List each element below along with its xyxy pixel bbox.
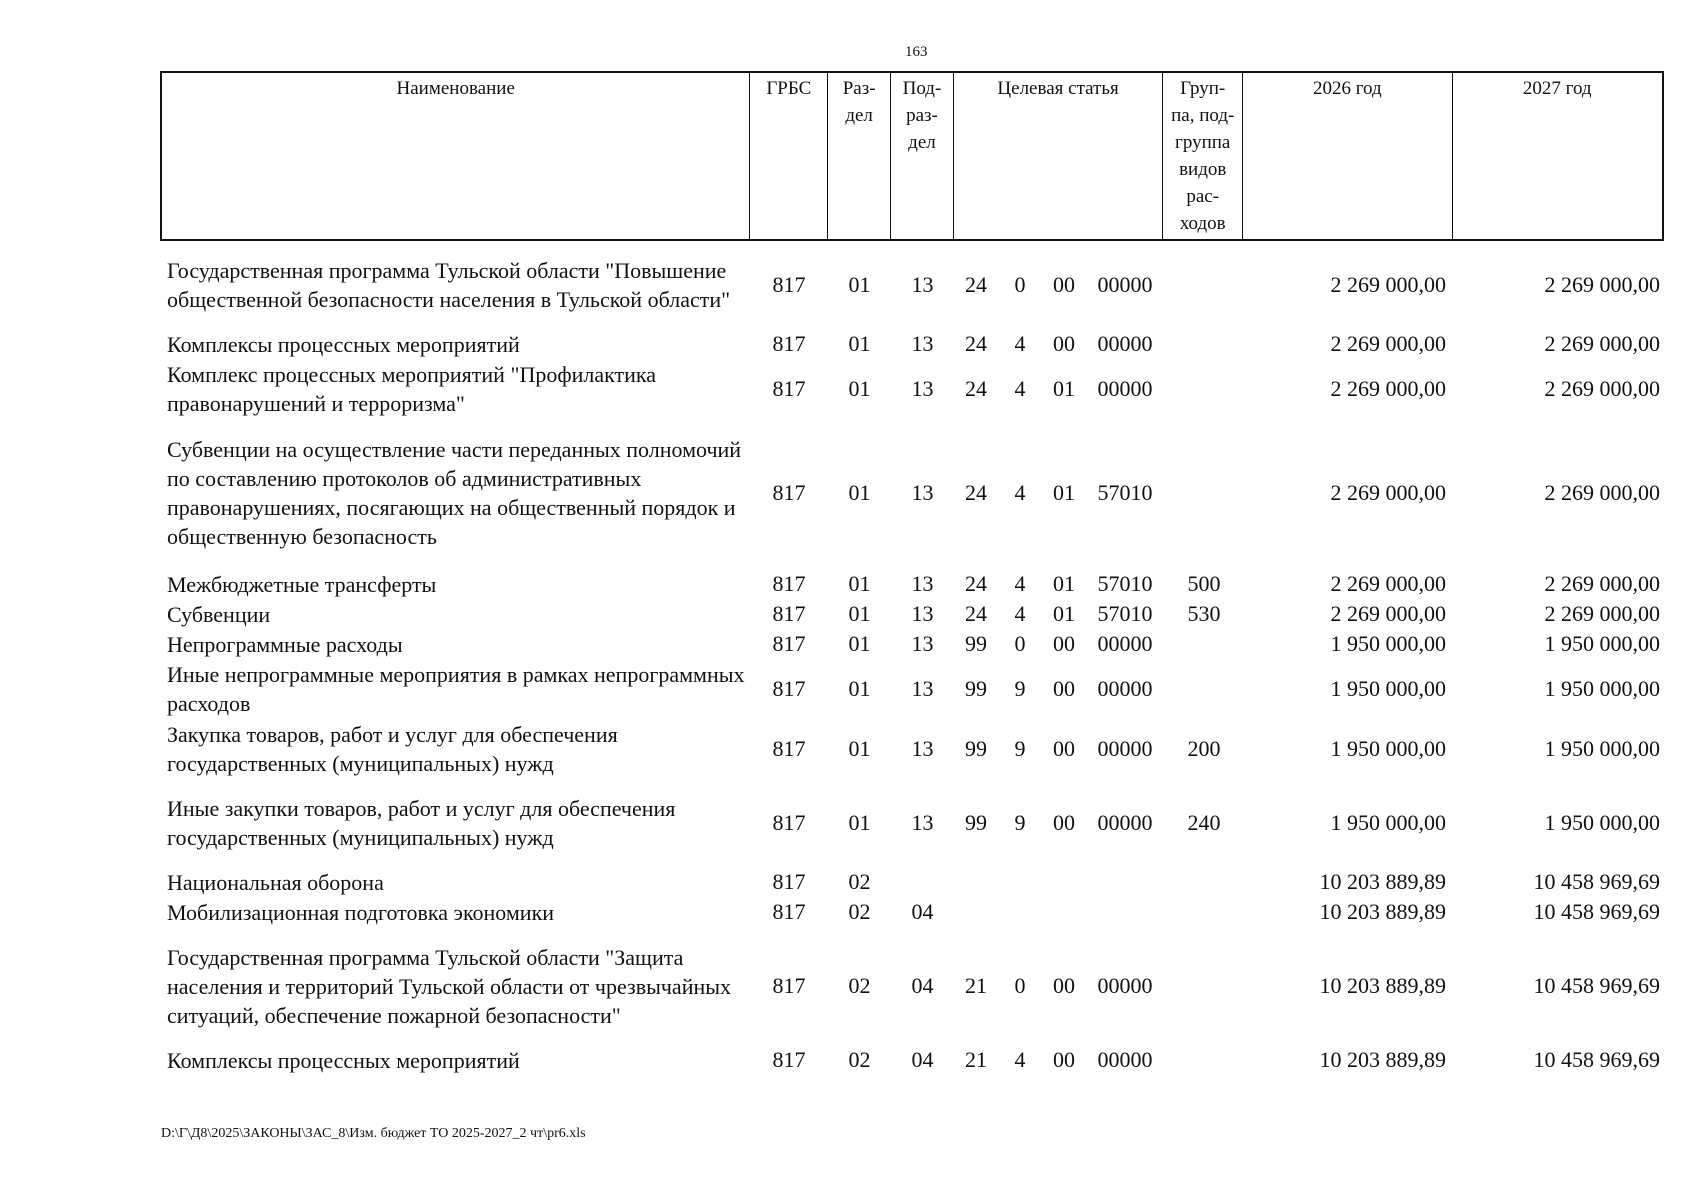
- row-expense-group: 500: [1187, 571, 1221, 596]
- row-grbs: 817: [772, 331, 806, 356]
- row-grbs: 817: [772, 973, 806, 998]
- row-grbs: 817: [772, 601, 806, 626]
- row-target-program: 21: [965, 973, 987, 998]
- row-target-structure: 01: [1053, 601, 1075, 626]
- row-name: Межбюджетные трансферты: [167, 571, 437, 597]
- row-amount-2026: 10 203 889,89: [1319, 899, 1446, 924]
- row-amount-2026: 2 269 000,00: [1330, 331, 1446, 356]
- row-target-structure: 00: [1053, 810, 1075, 835]
- row-amount-2026: 1 950 000,00: [1330, 736, 1446, 761]
- row-amount-2027: 2 269 000,00: [1544, 601, 1660, 626]
- table-row: [160, 867, 1664, 897]
- row-target-direction: 00000: [1097, 331, 1153, 356]
- row-podrazdel: 13: [911, 272, 934, 297]
- row-target-program: 24: [965, 272, 987, 297]
- row-razdel: 01: [848, 601, 871, 626]
- table-row: [160, 927, 1664, 1045]
- header-grbs: ГРБС: [750, 73, 828, 239]
- row-grbs: 817: [772, 376, 806, 401]
- row-razdel: 02: [848, 899, 871, 924]
- row-razdel: 02: [848, 973, 871, 998]
- row-amount-2027: 1 950 000,00: [1544, 736, 1660, 761]
- header-podrazdel: Под- раз- дел: [891, 73, 954, 239]
- row-amount-2026: 2 269 000,00: [1330, 376, 1446, 401]
- row-target-type: 4: [1014, 1047, 1026, 1072]
- row-target-direction: 57010: [1097, 480, 1153, 505]
- row-amount-2027: 2 269 000,00: [1544, 331, 1660, 356]
- table-row: [160, 719, 1664, 779]
- row-target-program: 21: [965, 1047, 987, 1072]
- header-expense-group: Груп- па, под- группа видов рас- ходов: [1163, 73, 1243, 239]
- row-razdel: 01: [848, 480, 871, 505]
- row-podrazdel: 04: [911, 973, 934, 998]
- row-target-program: 99: [965, 676, 987, 701]
- row-target-type: 0: [1014, 272, 1026, 297]
- row-podrazdel: 04: [911, 1047, 934, 1072]
- row-amount-2027: 10 458 969,69: [1533, 1047, 1660, 1072]
- row-target-program: 24: [965, 331, 987, 356]
- row-target-structure: 00: [1053, 331, 1075, 356]
- header-target-article: Целевая статья: [954, 73, 1163, 239]
- row-amount-2026: 2 269 000,00: [1330, 601, 1446, 626]
- row-podrazdel: 13: [911, 736, 934, 761]
- row-amount-2027: 2 269 000,00: [1544, 571, 1660, 596]
- row-razdel: 02: [848, 1047, 871, 1072]
- row-grbs: 817: [772, 480, 806, 505]
- table-row: [160, 329, 1664, 359]
- row-podrazdel: 13: [911, 810, 934, 835]
- row-target-program: 24: [965, 571, 987, 596]
- row-target-direction: 00000: [1097, 676, 1153, 701]
- row-target-type: 9: [1014, 810, 1026, 835]
- row-target-type: 0: [1014, 973, 1026, 998]
- row-target-direction: 00000: [1097, 376, 1153, 401]
- row-name: Комплексы процессных мероприятий: [167, 331, 520, 357]
- row-amount-2027: 2 269 000,00: [1544, 272, 1660, 297]
- row-razdel: 01: [848, 631, 871, 656]
- row-grbs: 817: [772, 869, 806, 894]
- row-amount-2026: 1 950 000,00: [1330, 676, 1446, 701]
- table-row: [160, 897, 1664, 927]
- row-target-program: 24: [965, 601, 987, 626]
- table-row: [160, 359, 1664, 419]
- row-target-program: 99: [965, 736, 987, 761]
- row-target-type: 0: [1014, 631, 1026, 656]
- row-name: Субвенции: [167, 601, 271, 627]
- row-target-program: 99: [965, 631, 987, 656]
- row-name: Комплексы процессных мероприятий: [167, 1047, 520, 1073]
- row-grbs: 817: [772, 272, 806, 297]
- row-amount-2026: 2 269 000,00: [1330, 272, 1446, 297]
- row-target-direction: 00000: [1097, 272, 1153, 297]
- row-target-type: 9: [1014, 676, 1026, 701]
- row-target-structure: 00: [1053, 736, 1075, 761]
- row-amount-2026: 10 203 889,89: [1319, 869, 1446, 894]
- row-podrazdel: 13: [911, 571, 934, 596]
- row-name: Субвенции на осуществление части переданных полномочий по составлению протоколов об административных правонарушениях, посягающих на общественный порядок и общественную безопасность: [167, 437, 742, 549]
- row-expense-group: 200: [1187, 736, 1221, 761]
- row-name: Государственная программа Тульской области "Защита населения и территорий Тульской области от чрезвычайных ситуаций, обеспечение пожарной безопасности": [167, 944, 732, 1028]
- table-header: [160, 71, 1664, 241]
- header-name: Наименование: [162, 73, 750, 239]
- row-name: Закупка товаров, работ и услуг для обеспечения государственных (муниципальных) нужд: [167, 722, 618, 776]
- row-amount-2026: 10 203 889,89: [1319, 1047, 1446, 1072]
- row-razdel: 01: [848, 810, 871, 835]
- row-amount-2027: 10 458 969,69: [1533, 869, 1660, 894]
- row-podrazdel: 13: [911, 631, 934, 656]
- row-target-direction: 00000: [1097, 1047, 1153, 1072]
- row-name: Непрограммные расходы: [167, 631, 403, 657]
- row-podrazdel: 13: [911, 676, 934, 701]
- row-name: Иные непрограммные мероприятия в рамках непрограммных расходов: [167, 662, 745, 716]
- row-amount-2027: 2 269 000,00: [1544, 480, 1660, 505]
- row-target-direction: 57010: [1097, 571, 1153, 596]
- row-podrazdel: 13: [911, 376, 934, 401]
- header-razdel: Раз- дел: [828, 73, 891, 239]
- table-row: [160, 431, 1664, 555]
- row-grbs: 817: [772, 631, 806, 656]
- row-grbs: 817: [772, 1047, 806, 1072]
- row-target-structure: 00: [1053, 272, 1075, 297]
- row-target-structure: 00: [1053, 676, 1075, 701]
- row-name: Иные закупки товаров, работ и услуг для обеспечения государственных (муниципальных) нужд: [167, 796, 676, 850]
- row-target-direction: 00000: [1097, 736, 1153, 761]
- row-amount-2026: 1 950 000,00: [1330, 810, 1446, 835]
- row-razdel: 01: [848, 736, 871, 761]
- row-target-structure: 01: [1053, 376, 1075, 401]
- file-path-footer: D:\Г\Д8\2025\ЗАКОНЫ\ЗАС_8\Изм. бюджет ТО 2025-2027_2 чт\pr6.xls: [161, 1126, 586, 1141]
- row-razdel: 01: [848, 676, 871, 701]
- row-amount-2027: 1 950 000,00: [1544, 810, 1660, 835]
- row-target-structure: 01: [1053, 480, 1075, 505]
- row-amount-2027: 2 269 000,00: [1544, 376, 1660, 401]
- row-target-direction: 57010: [1097, 601, 1153, 626]
- row-name: Национальная оборона: [167, 869, 384, 895]
- row-expense-group: 530: [1187, 601, 1221, 626]
- row-razdel: 01: [848, 272, 871, 297]
- row-amount-2027: 1 950 000,00: [1544, 676, 1660, 701]
- header-year-2026: 2026 год: [1243, 73, 1452, 239]
- row-grbs: 817: [772, 571, 806, 596]
- row-amount-2026: 10 203 889,89: [1319, 973, 1446, 998]
- header-year-2027: 2027 год: [1522, 78, 1592, 99]
- row-name: Комплекс процессных мероприятий "Профилактика правонарушений и терроризма": [167, 362, 657, 416]
- row-grbs: 817: [772, 899, 806, 924]
- row-target-structure: 00: [1053, 1047, 1075, 1072]
- row-amount-2027: 10 458 969,69: [1533, 899, 1660, 924]
- row-amount-2026: 2 269 000,00: [1330, 480, 1446, 505]
- row-grbs: 817: [772, 676, 806, 701]
- row-target-type: 4: [1014, 480, 1026, 505]
- table-row: [160, 1045, 1664, 1075]
- row-target-type: 4: [1014, 571, 1026, 596]
- table-row: [160, 569, 1664, 599]
- row-target-direction: 00000: [1097, 973, 1153, 998]
- row-grbs: 817: [772, 736, 806, 761]
- table-row: [160, 629, 1664, 659]
- row-target-structure: 00: [1053, 631, 1075, 656]
- row-amount-2026: 1 950 000,00: [1330, 631, 1446, 656]
- row-podrazdel: 13: [911, 601, 934, 626]
- row-podrazdel: 13: [911, 480, 934, 505]
- table-row: [160, 241, 1664, 329]
- table-row: [160, 793, 1664, 853]
- row-razdel: 01: [848, 571, 871, 596]
- row-expense-group: 240: [1187, 810, 1221, 835]
- row-target-type: 4: [1014, 601, 1026, 626]
- row-podrazdel: 13: [911, 331, 934, 356]
- row-target-structure: 01: [1053, 571, 1075, 596]
- row-target-type: 4: [1014, 331, 1026, 356]
- table-row: [160, 659, 1664, 719]
- row-target-program: 24: [965, 376, 987, 401]
- row-target-direction: 00000: [1097, 810, 1153, 835]
- row-amount-2027: 1 950 000,00: [1544, 631, 1660, 656]
- row-target-structure: 00: [1053, 973, 1075, 998]
- row-razdel: 02: [848, 869, 871, 894]
- table-row: [160, 599, 1664, 629]
- row-razdel: 01: [848, 376, 871, 401]
- row-name: Мобилизационная подготовка экономики: [167, 899, 555, 925]
- row-amount-2027: 10 458 969,69: [1533, 973, 1660, 998]
- row-podrazdel: 04: [911, 899, 934, 924]
- row-target-program: 24: [965, 480, 987, 505]
- row-target-program: 99: [965, 810, 987, 835]
- row-target-type: 4: [1014, 376, 1026, 401]
- row-amount-2026: 2 269 000,00: [1330, 571, 1446, 596]
- page-number: 163: [905, 44, 928, 60]
- row-name: Государственная программа Тульской области "Повышение общественной безопасности населения в Тульской области": [167, 258, 731, 312]
- row-razdel: 01: [848, 331, 871, 356]
- row-target-direction: 00000: [1097, 631, 1153, 656]
- row-target-type: 9: [1014, 736, 1026, 761]
- row-grbs: 817: [772, 810, 806, 835]
